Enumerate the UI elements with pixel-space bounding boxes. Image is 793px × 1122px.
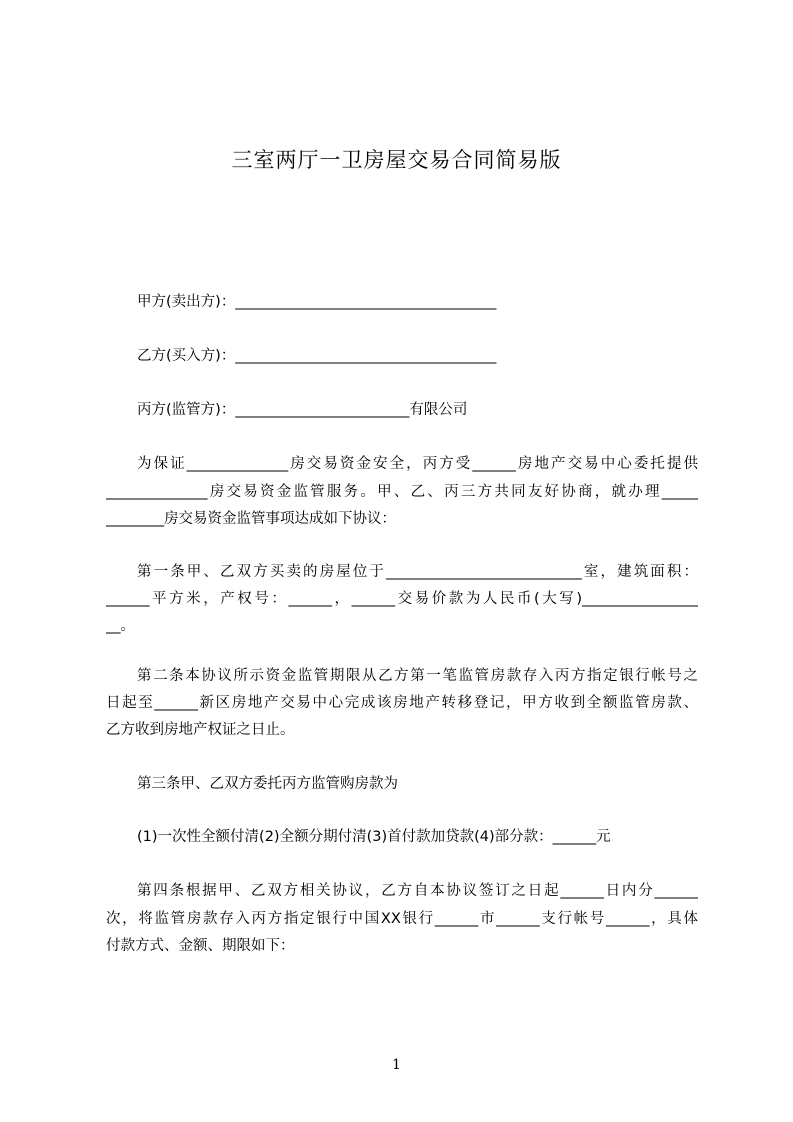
document-title: 三室两厅一卫房屋交易合同简易版 <box>231 148 562 172</box>
article-4-line-2: 次，将监管房款存入丙方指定银行中国XX银行______市______支行帐号______，具体 <box>106 911 698 927</box>
preamble-line-3: ________房交易资金监管事项达成如下协议： <box>106 511 396 527</box>
preamble-line-2: ______________房交易资金监管服务。甲、乙、丙三方共同友好协商，就办理_____ <box>106 484 698 500</box>
preamble-line-1: 为保证______________房交易资金安全，丙方受______房地产交易中心委托提供 <box>137 456 698 472</box>
article-2-line-3: 乙方收到房地产权证之日止。 <box>106 722 295 738</box>
article-4-line-1: 第四条根据甲、乙双方相关协议，乙方自本协议签订之日起______日内分______ <box>137 883 698 899</box>
article-4-line-3: 付款方式、金额、期限如下： <box>106 938 295 954</box>
article-3-line: 第三条甲、乙双方委托丙方监管购房款为 <box>137 776 398 792</box>
article-2-line-1: 第二条本协议所示资金监管期限从乙方第一笔监管房款存入丙方指定银行帐号之 <box>137 668 698 684</box>
article-1-line-1: 第一条甲、乙双方买卖的房屋位于___________________________室，建筑面积： <box>137 564 698 580</box>
party-c-line: 丙方(监管方)：________________________有限公司 <box>137 402 468 418</box>
page-number: 1 <box>392 1057 401 1073</box>
article-1-line-2: ______平方米，产权号：______，______交易价款为人民币(大写)________________ <box>106 591 698 607</box>
party-b-line: 乙方(买入方)：____________________________________ <box>137 348 497 364</box>
article-1-line-3: __。 <box>106 618 135 634</box>
party-a-line: 甲方(卖出方)：____________________________________ <box>137 294 497 310</box>
article-3-options: (1)一次性全额付清(2)全额分期付清(3)首付款加贷款(4)部分款：______元 <box>137 829 611 845</box>
article-2-line-2: 日起至______新区房地产交易中心完成该房地产转移登记，甲方收到全额监管房款、 <box>106 695 698 711</box>
